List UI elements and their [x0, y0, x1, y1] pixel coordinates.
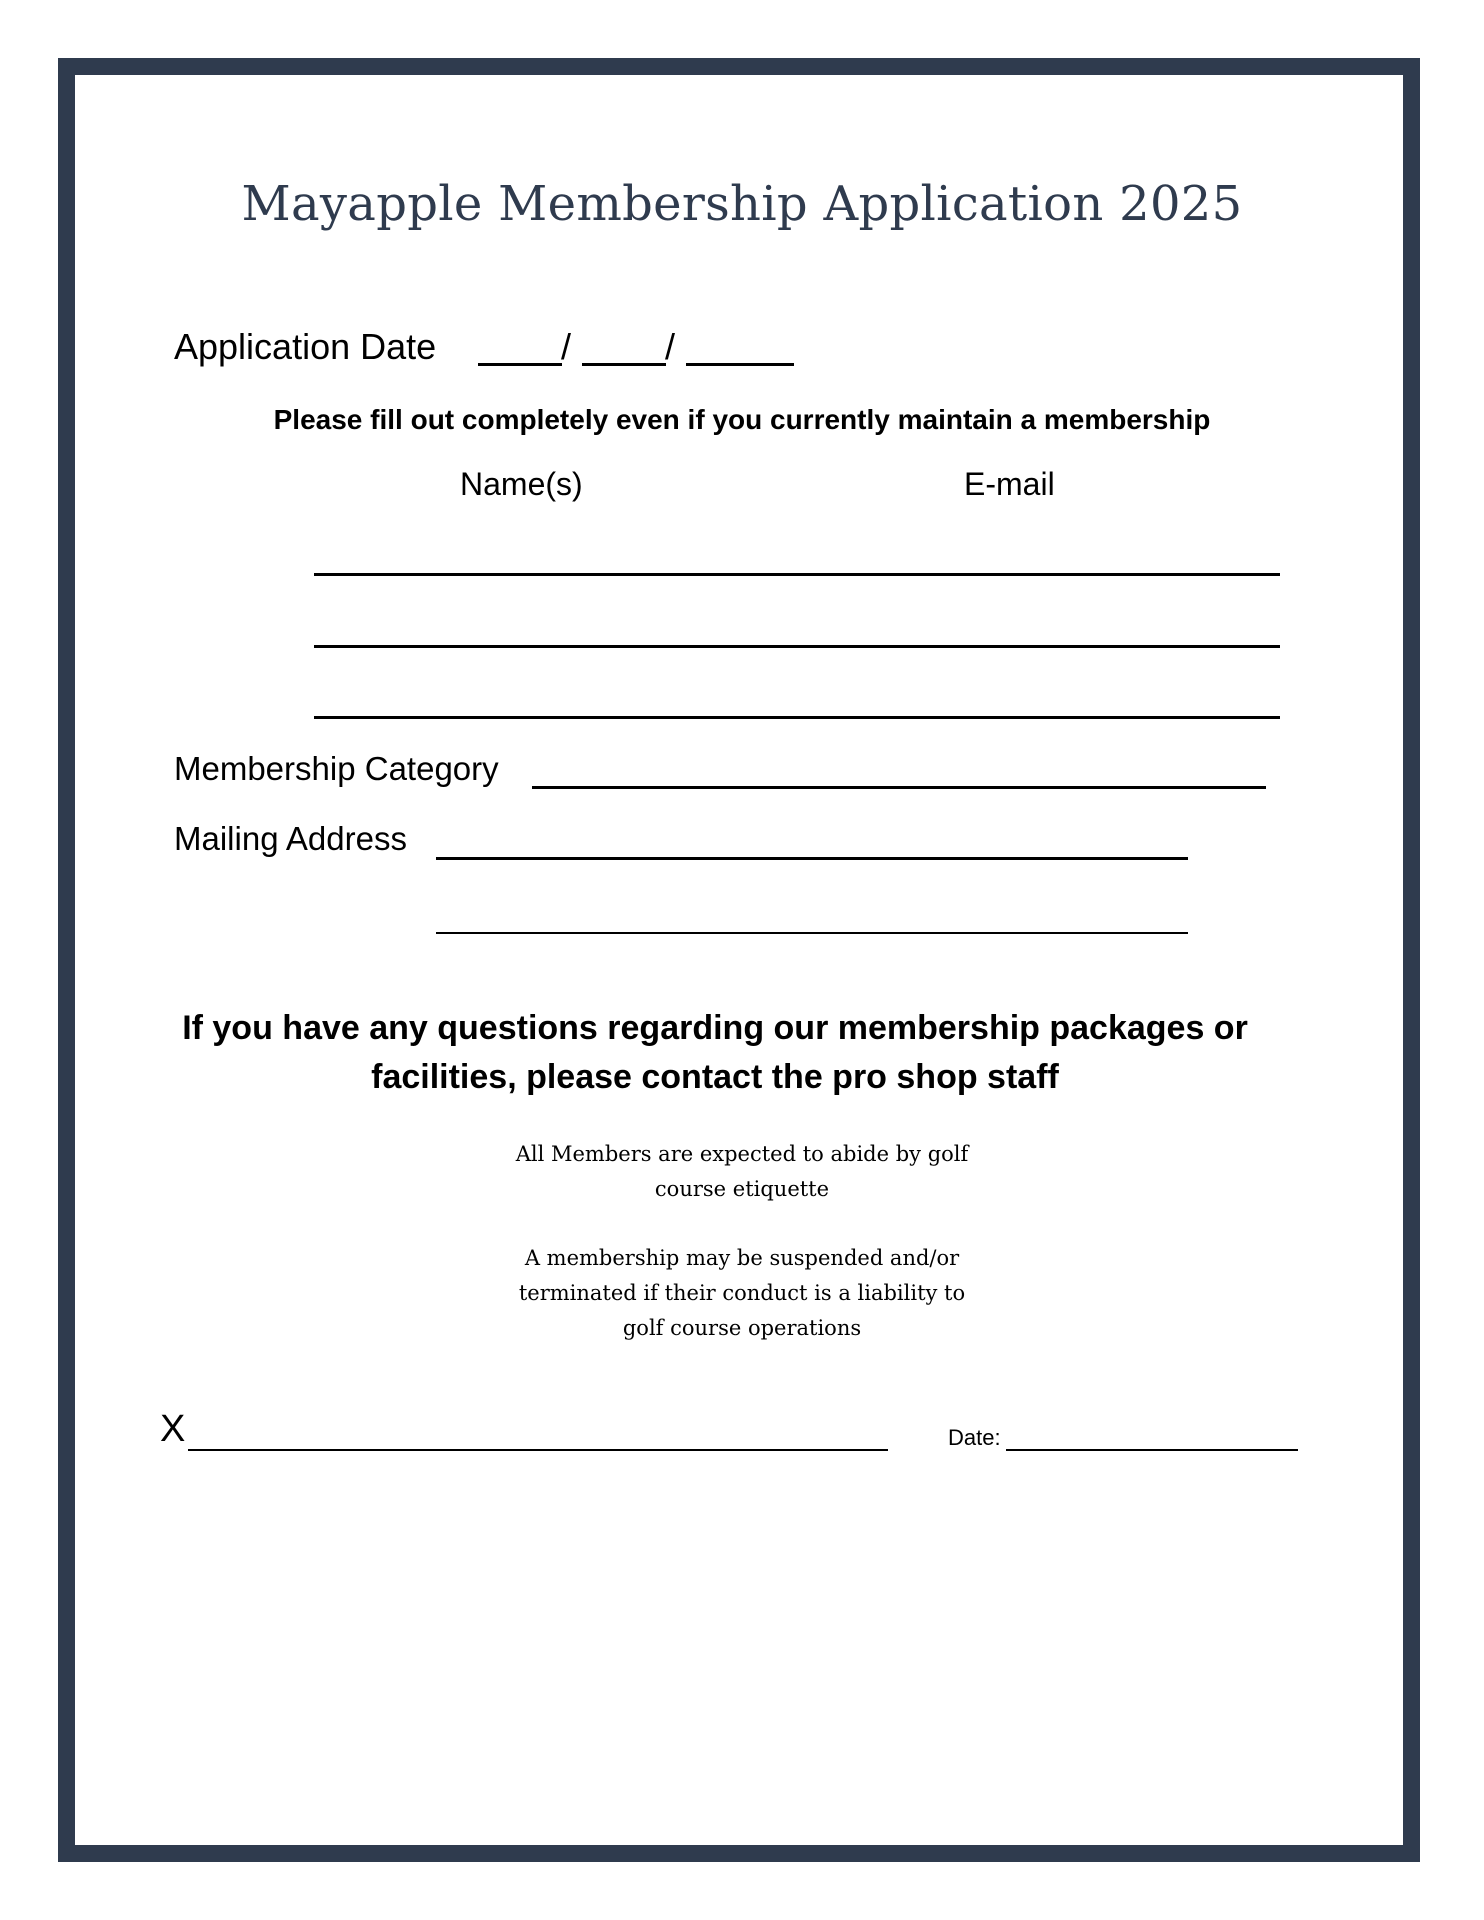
mailing-address-label: Mailing Address: [174, 820, 407, 857]
signature-date-label: Date:: [948, 1425, 1001, 1450]
date-separator: /: [665, 326, 676, 367]
signature-date-field[interactable]: [1006, 1449, 1298, 1451]
signature-field[interactable]: [188, 1449, 888, 1451]
application-date-month-field[interactable]: [478, 363, 562, 366]
name-email-line-2[interactable]: [314, 645, 1280, 648]
contact-notice-line-2: facilities, please contact the pro shop staff: [371, 1058, 1059, 1096]
application-date-day-field[interactable]: [582, 363, 666, 366]
names-heading: Name(s): [460, 466, 583, 502]
conduct-note: [440, 1241, 1044, 1346]
conduct-note-line-3: golf course operations: [622, 1316, 862, 1340]
instruction-text: Please fill out completely even if you currently maintain a membership: [273, 404, 1211, 435]
mailing-address-field-1[interactable]: [436, 857, 1188, 860]
name-email-line-1[interactable]: [314, 573, 1280, 576]
mailing-address-field-2[interactable]: [436, 932, 1188, 934]
contact-notice-line-1: If you have any questions regarding our membership packages or: [182, 1009, 1248, 1047]
membership-category-field[interactable]: [532, 786, 1266, 789]
contact-notice: [150, 1004, 1280, 1102]
conduct-note-line-2: terminated if their conduct is a liability to: [518, 1281, 966, 1305]
page-title: Mayapple Membership Application 2025: [241, 176, 1243, 232]
conduct-note-line-1: A membership may be suspended and/or: [524, 1246, 960, 1270]
etiquette-note-line-2: course etiquette: [654, 1177, 830, 1201]
signature-mark: X: [160, 1408, 186, 1450]
email-heading: E-mail: [964, 466, 1055, 502]
date-separator: /: [561, 326, 572, 367]
application-date-year-field[interactable]: [686, 363, 794, 366]
membership-category-label: Membership Category: [174, 750, 499, 787]
etiquette-note: [440, 1137, 1044, 1207]
etiquette-note-line-1: All Members are expected to abide by golf: [515, 1142, 969, 1166]
application-date-label: Application Date: [174, 326, 437, 367]
name-email-line-3[interactable]: [314, 716, 1280, 719]
